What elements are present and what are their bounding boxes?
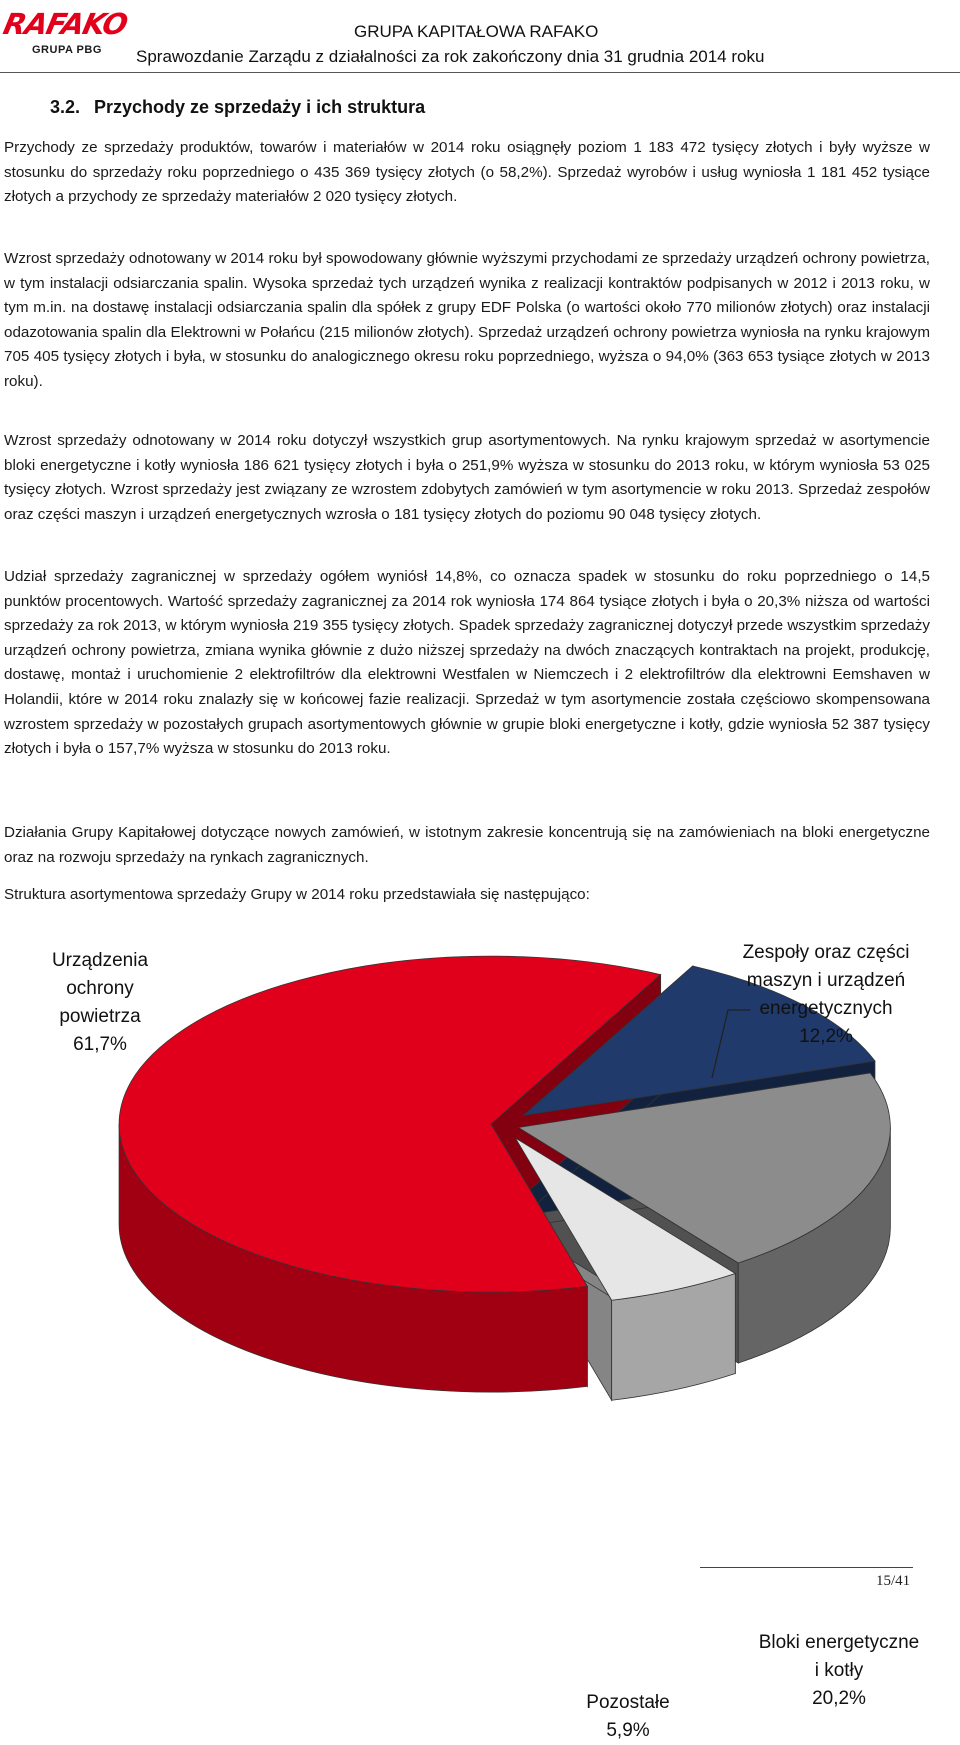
header-title: GRUPA KAPITAŁOWA RAFAKO xyxy=(354,22,599,41)
label-line: powietrza xyxy=(59,1006,141,1027)
slice-label-other xyxy=(566,1689,690,1745)
label-line: ochrony xyxy=(66,978,134,999)
section-heading xyxy=(50,97,425,118)
paragraph-4: Udział sprzedaży zagranicznej w sprzedaży ogółem wyniósł 14,8%, co oznacza spadek w stosunku do roku poprzedniego o 14,5 punktów procentowych. Wartość sprzedaży zagranicznej za 2014 rok wyniosła 174 864 tysiące złotych i była o 20,3% niższa od wartości sprzedaży za rok 2013, w którym wyniosła 219 355 tysięcy złotych. Spadek sprzedaży zagranicznej dotyczył przede wszystkim sprzedaży urządzeń ochrony powietrza, zmiana wynika głównie z dużo niższej sprzedaży na dwóch znaczących kontraktach na projekt, produkcję, dostawę, montaż i uruchomienie 2 elektrofiltrów dla elektrowni Westfalen w Niemczech i 2 elektrofiltrów dla elektrowni Eemshaven w Holandii, które w 2014 roku znalazły się w końcowej fazie realizacji. Sprzedaż w tym asortymencie została częściowo skompensowana wzrostem sprzedaży w pozostałych grupach asortymentowych głównie w grupie bloki energetyczne i kotły, gdzie wyniosła 52 387 tysięcy złotych i była o 157,7% wyższa w stosunku do 2013 roku. xyxy=(4,568,930,758)
slice-label-air-protection xyxy=(30,947,170,1059)
paragraph-2: Wzrost sprzedaży odnotowany w 2014 roku był spowodowany głównie wyższymi przychodami ze sprzedaży urządzeń ochrony powietrza, w tym instalacji odsiarczania spalin. Wysoka sprzedaż tych urządzeń wynika z realizacji kontraktów podpisanych w 2012 i 2013 roku, w tym m.in. na dostawę instalacji odsiarczania spalin dla spółek z grupy EDF Polska (o wartości około 770 milionów złotych) oraz instalacji odazotowania spalin dla Elektrowni w Połańcu (215 milionów złotych). Sprzedaż urządzeń ochrony powietrza wyniosła na rynku krajowym 705 405 tysięcy złotych i była, w stosunku do analogicznego okresu roku poprzedniego, wyższa o 94,0% (363 653 tysiące złotych w 2013 roku). xyxy=(4,250,930,390)
section-title: Przychody ze sprzedaży i ich struktura xyxy=(94,97,426,117)
page-number: 15/41 xyxy=(876,1573,911,1589)
label-line: energetycznych xyxy=(759,998,893,1019)
label-value: 5,9% xyxy=(606,1720,650,1741)
paragraph-3: Wzrost sprzedaży odnotowany w 2014 roku dotyczył wszystkich grup asortymentowych. Na rynku krajowym sprzedaż w asortymencie bloki energetyczne i kotły wyniosła 186 621 tysięcy złotych i była o 251,9% wyższa w stosunku do 2013 roku, w którym wyniosła 53 025 tysięcy złotych. Wzrost sprzedaży jest związany ze wzrostem zdobytych zamówień w tym asortymencie w roku 2013. Sprzedaż zespołów oraz części maszyn i urządzeń energetycznych wzrosła o 181 tysięcy złotych do poziomu 90 048 tysięcy złotych. xyxy=(4,432,930,523)
label-value: 20,2% xyxy=(812,1688,866,1709)
label-value: 61,7% xyxy=(73,1034,127,1055)
label-line: maszyn i urządzeń xyxy=(746,970,906,991)
logo-wordmark: RAFAKO xyxy=(0,7,131,41)
label-line: Urządzenia xyxy=(51,950,149,971)
slice-label-parts xyxy=(726,939,926,1051)
paragraph-1: Przychody ze sprzedaży produktów, towarów i materiałów w 2014 roku osiągnęły poziom 1 183 472 tysięcy złotych i były wyższe w stosunku do sprzedaży roku poprzedniego o 435 369 tysięcy złotych (o 58,2%). Sprzedaż wyrobów i usług wyniosła 1 181 452 tysiące złotych a przychody ze sprzedaży materiałów 2 020 tysięcy złotych. xyxy=(4,139,930,206)
label-line: Pozostałe xyxy=(586,1692,670,1713)
label-line: i kotły xyxy=(814,1660,864,1681)
rafako-logo xyxy=(2,6,130,64)
paragraph-6: Struktura asortymentowa sprzedaży Grupy w 2014 roku przedstawiała się następująco: xyxy=(4,886,590,903)
logo-subtitle: GRUPA PBG xyxy=(32,44,102,56)
label-line: Zespoły oraz części xyxy=(742,942,910,963)
page-header xyxy=(0,0,960,76)
label-line: Bloki energetyczne xyxy=(758,1632,920,1653)
footer-divider xyxy=(700,1567,913,1568)
paragraph-5: Działania Grupy Kapitałowej dotyczące nowych zamówień, w istotnym zakresie koncentrują się na zamówieniach na bloki energetyczne oraz na rozwoju sprzedaży na rynkach zagranicznych. xyxy=(4,824,930,866)
header-subtitle: Sprawozdanie Zarządu z działalności za rok zakończony dnia 31 grudnia 2014 roku xyxy=(136,47,765,66)
slice-label-boilers xyxy=(744,1629,934,1713)
section-number: 3.2. xyxy=(50,97,81,117)
label-value: 12,2% xyxy=(799,1026,853,1047)
header-divider xyxy=(0,72,960,73)
